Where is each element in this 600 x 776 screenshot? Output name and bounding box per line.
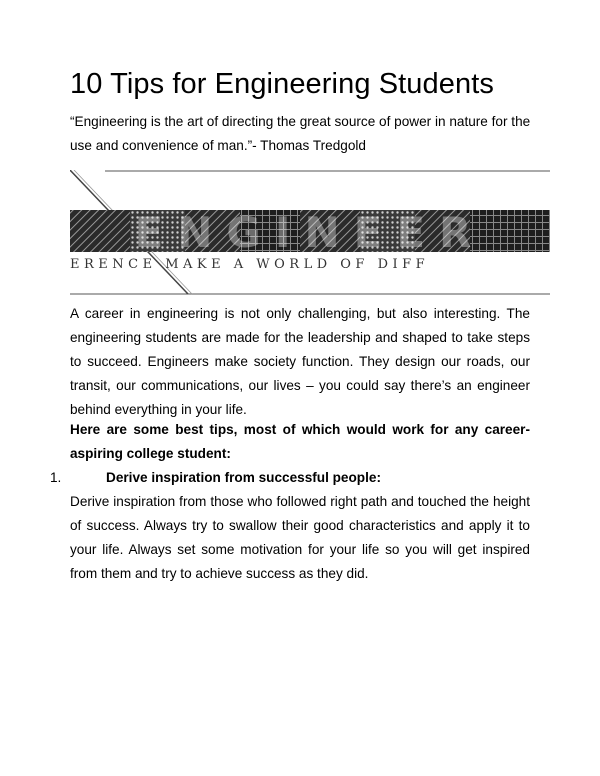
tip-1-heading: Derive inspiration from successful people: <box>106 470 381 485</box>
intro-paragraph: A career in engineering is not only challenging, but also interesting. The engineering students are made for the leadership and shaped to take steps to succeed. Engineers make society function. They design our roads, our transit, our communications, our lives – you could say there’s an engineer behind everything in your life. <box>70 306 530 417</box>
banner-tagline: ERENCE MAKE A WORLD OF DIFF <box>70 257 430 272</box>
banner-main-word: ENGINEER <box>134 208 486 257</box>
tips-heading: Here are some best tips, most of which would work for any career-aspiring college student: <box>70 422 530 461</box>
banner-word-band <box>70 208 550 257</box>
tip-1-heading-row <box>50 466 381 490</box>
opening-quote: “Engineering is the art of directing the great source of power in nature for the use and convenience of man.”- Thomas Tredgold <box>70 114 531 153</box>
document-title: 10 Tips for Engineering Students <box>70 68 494 100</box>
engineer-banner-image <box>70 170 550 296</box>
tip-1-body: Derive inspiration from those who followed right path and touched the height of success. Always try to swallow their good characteristics and apply it to your life. Always set some motivation for your life so you will get inspired from them and try to achieve success as they did. <box>70 494 530 581</box>
tip-1-number: 1. <box>50 470 62 485</box>
